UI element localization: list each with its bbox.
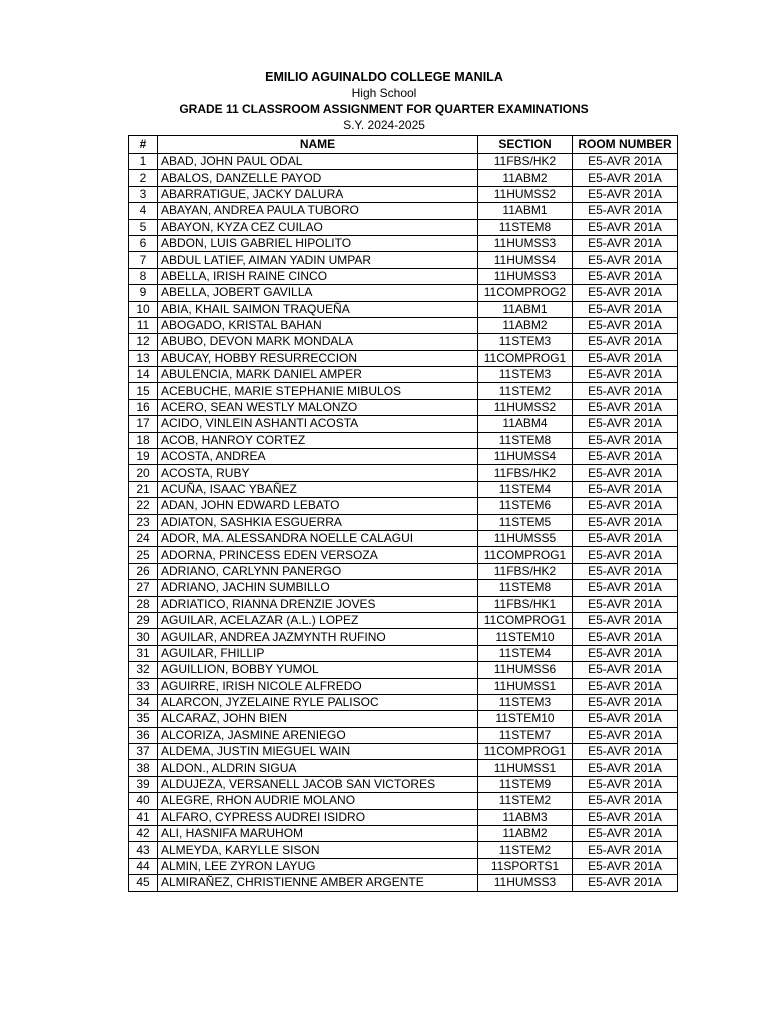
row-number: 42 (129, 826, 158, 842)
room-number: E5-AVR 201A (573, 809, 678, 825)
section: 11COMPROG1 (478, 612, 573, 628)
table-row (129, 514, 678, 530)
student-name: ABUBO, DEVON MARK MONDALA (158, 334, 478, 350)
table-row (129, 678, 678, 694)
section: 11STEM8 (478, 219, 573, 235)
student-name: ACERO, SEAN WESTLY MALONZO (158, 399, 478, 415)
table-row (129, 645, 678, 661)
section: 11SPORTS1 (478, 858, 573, 874)
room-number: E5-AVR 201A (573, 301, 678, 317)
section: 11HUMSS6 (478, 662, 573, 678)
section: 11STEM8 (478, 580, 573, 596)
room-number: E5-AVR 201A (573, 793, 678, 809)
section: 11ABM3 (478, 809, 573, 825)
table-row (129, 481, 678, 497)
student-name: ABOGADO, KRISTAL BAHAN (158, 317, 478, 333)
section: 11STEM8 (478, 432, 573, 448)
table-row (129, 350, 678, 366)
room-number: E5-AVR 201A (573, 432, 678, 448)
table-row (129, 252, 678, 268)
row-number: 36 (129, 727, 158, 743)
section: 11STEM7 (478, 727, 573, 743)
row-number: 6 (129, 235, 158, 251)
room-number: E5-AVR 201A (573, 367, 678, 383)
table-row (129, 170, 678, 186)
room-number: E5-AVR 201A (573, 744, 678, 760)
section: 11STEM4 (478, 645, 573, 661)
row-number: 43 (129, 842, 158, 858)
student-name: ALEGRE, RHON AUDRIE MOLANO (158, 793, 478, 809)
student-name: AGUILAR, ACELAZAR (A.L.) LOPEZ (158, 612, 478, 628)
room-number: E5-AVR 201A (573, 563, 678, 579)
room-number: E5-AVR 201A (573, 776, 678, 792)
room-number: E5-AVR 201A (573, 547, 678, 563)
section: 11COMPROG2 (478, 285, 573, 301)
row-number: 38 (129, 760, 158, 776)
table-row (129, 399, 678, 415)
room-number: E5-AVR 201A (573, 727, 678, 743)
row-number: 8 (129, 268, 158, 284)
student-name: ADORNA, PRINCESS EDEN VERSOZA (158, 547, 478, 563)
table-row (129, 334, 678, 350)
table-row (129, 383, 678, 399)
table-row (129, 154, 678, 170)
student-name: ABUCAY, HOBBY RESURRECCION (158, 350, 478, 366)
school-name: EMILIO AGUINALDO COLLEGE MANILA (265, 70, 503, 84)
student-name: ADRIANO, CARLYNN PANERGO (158, 563, 478, 579)
row-number: 19 (129, 449, 158, 465)
row-number: 15 (129, 383, 158, 399)
table-row (129, 203, 678, 219)
row-number: 34 (129, 694, 158, 710)
section: 11STEM2 (478, 842, 573, 858)
column-header-room: ROOM NUMBER (573, 136, 678, 154)
section: 11STEM3 (478, 694, 573, 710)
room-number: E5-AVR 201A (573, 842, 678, 858)
table-header (129, 136, 678, 154)
room-number: E5-AVR 201A (573, 350, 678, 366)
row-number: 17 (129, 416, 158, 432)
row-number: 20 (129, 465, 158, 481)
section: 11STEM6 (478, 498, 573, 514)
row-number: 45 (129, 875, 158, 891)
room-number: E5-AVR 201A (573, 760, 678, 776)
row-number: 35 (129, 711, 158, 727)
section: 11ABM4 (478, 416, 573, 432)
section: 11STEM5 (478, 514, 573, 530)
section: 11HUMSS5 (478, 530, 573, 546)
table-row (129, 268, 678, 284)
table-row (129, 596, 678, 612)
section: 11HUMSS3 (478, 235, 573, 251)
section: 11STEM2 (478, 383, 573, 399)
student-name: ABDON, LUIS GABRIEL HIPOLITO (158, 235, 478, 251)
table-row (129, 826, 678, 842)
room-number: E5-AVR 201A (573, 530, 678, 546)
table-row (129, 612, 678, 628)
room-number: E5-AVR 201A (573, 711, 678, 727)
section: 11STEM10 (478, 629, 573, 645)
table-row (129, 711, 678, 727)
room-number: E5-AVR 201A (573, 645, 678, 661)
document-header (0, 69, 768, 133)
table-row (129, 547, 678, 563)
room-number: E5-AVR 201A (573, 449, 678, 465)
row-number: 14 (129, 367, 158, 383)
room-number: E5-AVR 201A (573, 186, 678, 202)
room-number: E5-AVR 201A (573, 694, 678, 710)
row-number: 31 (129, 645, 158, 661)
row-number: 7 (129, 252, 158, 268)
column-header-name: NAME (158, 136, 478, 154)
row-number: 16 (129, 399, 158, 415)
row-number: 40 (129, 793, 158, 809)
column-header-section: SECTION (478, 136, 573, 154)
row-number: 5 (129, 219, 158, 235)
row-number: 1 (129, 154, 158, 170)
table-row (129, 694, 678, 710)
table-row (129, 186, 678, 202)
table-row (129, 842, 678, 858)
room-number: E5-AVR 201A (573, 203, 678, 219)
student-name: ABIA, KHAIL SAIMON TRAQUEÑA (158, 301, 478, 317)
row-number: 29 (129, 612, 158, 628)
column-header-number: # (129, 136, 158, 154)
table-row (129, 301, 678, 317)
student-name: ALDEMA, JUSTIN MIEGUEL WAIN (158, 744, 478, 760)
row-number: 10 (129, 301, 158, 317)
student-name: ACOB, HANROY CORTEZ (158, 432, 478, 448)
row-number: 41 (129, 809, 158, 825)
table-row (129, 449, 678, 465)
section: 11FBS/HK2 (478, 465, 573, 481)
room-number: E5-AVR 201A (573, 678, 678, 694)
student-name: AGUILAR, FHILLIP (158, 645, 478, 661)
table-row (129, 662, 678, 678)
table-row (129, 285, 678, 301)
section: 11FBS/HK2 (478, 563, 573, 579)
student-name: ABELLA, JOBERT GAVILLA (158, 285, 478, 301)
row-number: 12 (129, 334, 158, 350)
room-number: E5-AVR 201A (573, 285, 678, 301)
section: 11COMPROG1 (478, 350, 573, 366)
table-row (129, 858, 678, 874)
student-name: ACIDO, VINLEIN ASHANTI ACOSTA (158, 416, 478, 432)
room-number: E5-AVR 201A (573, 481, 678, 497)
student-name: ADOR, MA. ALESSANDRA NOELLE CALAGUI (158, 530, 478, 546)
table-row (129, 530, 678, 546)
table-body (129, 154, 678, 892)
table-row (129, 465, 678, 481)
room-number: E5-AVR 201A (573, 612, 678, 628)
row-number: 24 (129, 530, 158, 546)
row-number: 26 (129, 563, 158, 579)
student-name: ADAN, JOHN EDWARD LEBATO (158, 498, 478, 514)
student-name: ACOSTA, RUBY (158, 465, 478, 481)
section: 11HUMSS2 (478, 186, 573, 202)
section: 11ABM2 (478, 170, 573, 186)
table-row (129, 776, 678, 792)
student-name: ABARRATIGUE, JACKY DALURA (158, 186, 478, 202)
table-row (129, 563, 678, 579)
table-row (129, 727, 678, 743)
section: 11STEM3 (478, 367, 573, 383)
student-name: ALFARO, CYPRESS AUDREI ISIDRO (158, 809, 478, 825)
room-number: E5-AVR 201A (573, 580, 678, 596)
room-number: E5-AVR 201A (573, 383, 678, 399)
section: 11FBS/HK1 (478, 596, 573, 612)
section: 11FBS/HK2 (478, 154, 573, 170)
student-name: ALDUJEZA, VERSANELL JACOB SAN VICTORES (158, 776, 478, 792)
table-row (129, 760, 678, 776)
student-name: ABDUL LATIEF, AIMAN YADIN UMPAR (158, 252, 478, 268)
section: 11COMPROG1 (478, 744, 573, 760)
room-number: E5-AVR 201A (573, 826, 678, 842)
row-number: 33 (129, 678, 158, 694)
room-number: E5-AVR 201A (573, 219, 678, 235)
section: 11STEM9 (478, 776, 573, 792)
room-number: E5-AVR 201A (573, 170, 678, 186)
section: 11ABM2 (478, 317, 573, 333)
room-number: E5-AVR 201A (573, 252, 678, 268)
section: 11HUMSS4 (478, 449, 573, 465)
room-number: E5-AVR 201A (573, 596, 678, 612)
student-name: ABULENCIA, MARK DANIEL AMPER (158, 367, 478, 383)
room-number: E5-AVR 201A (573, 416, 678, 432)
room-number: E5-AVR 201A (573, 465, 678, 481)
table-row (129, 580, 678, 596)
row-number: 44 (129, 858, 158, 874)
table-row (129, 629, 678, 645)
row-number: 32 (129, 662, 158, 678)
student-name: ALDON., ALDRIN SIGUA (158, 760, 478, 776)
table-row (129, 416, 678, 432)
row-number: 27 (129, 580, 158, 596)
school-year: S.Y. 2024-2025 (343, 118, 425, 132)
section: 11STEM10 (478, 711, 573, 727)
table-row (129, 744, 678, 760)
student-name: ACEBUCHE, MARIE STEPHANIE MIBULOS (158, 383, 478, 399)
section: 11HUMSS1 (478, 760, 573, 776)
document-title: GRADE 11 CLASSROOM ASSIGNMENT FOR QUARTER EXAMINATIONS (179, 102, 589, 116)
student-name: ALMIRAÑEZ, CHRISTIENNE AMBER ARGENTE (158, 875, 478, 891)
row-number: 39 (129, 776, 158, 792)
student-name: ABAYON, KYZA CEZ CUILAO (158, 219, 478, 235)
student-name: ACOSTA, ANDREA (158, 449, 478, 465)
row-number: 21 (129, 481, 158, 497)
section: 11HUMSS4 (478, 252, 573, 268)
row-number: 28 (129, 596, 158, 612)
section: 11STEM3 (478, 334, 573, 350)
section: 11HUMSS3 (478, 875, 573, 891)
student-name: ABELLA, IRISH RAINE CINCO (158, 268, 478, 284)
student-name: ALMIN, LEE ZYRON LAYUG (158, 858, 478, 874)
table-row (129, 498, 678, 514)
row-number: 13 (129, 350, 158, 366)
student-name: ALI, HASNIFA MARUHOM (158, 826, 478, 842)
row-number: 23 (129, 514, 158, 530)
room-number: E5-AVR 201A (573, 399, 678, 415)
table-row (129, 432, 678, 448)
row-number: 4 (129, 203, 158, 219)
student-name: ALCORIZA, JASMINE ARENIEGO (158, 727, 478, 743)
room-number: E5-AVR 201A (573, 268, 678, 284)
table-row (129, 809, 678, 825)
room-number: E5-AVR 201A (573, 334, 678, 350)
header-row (129, 136, 678, 154)
room-number: E5-AVR 201A (573, 154, 678, 170)
student-name: AGUILLION, BOBBY YUMOL (158, 662, 478, 678)
row-number: 11 (129, 317, 158, 333)
table-row (129, 235, 678, 251)
row-number: 22 (129, 498, 158, 514)
section: 11HUMSS3 (478, 268, 573, 284)
student-name: ABALOS, DANZELLE PAYOD (158, 170, 478, 186)
table-row (129, 793, 678, 809)
row-number: 2 (129, 170, 158, 186)
student-name: ABAYAN, ANDREA PAULA TUBORO (158, 203, 478, 219)
room-number: E5-AVR 201A (573, 662, 678, 678)
room-number: E5-AVR 201A (573, 875, 678, 891)
section: 11STEM4 (478, 481, 573, 497)
room-number: E5-AVR 201A (573, 235, 678, 251)
classroom-assignment-table (128, 135, 678, 892)
row-number: 9 (129, 285, 158, 301)
row-number: 3 (129, 186, 158, 202)
student-name: ABAD, JOHN PAUL ODAL (158, 154, 478, 170)
row-number: 25 (129, 547, 158, 563)
section: 11STEM2 (478, 793, 573, 809)
row-number: 30 (129, 629, 158, 645)
student-name: ADRIANO, JACHIN SUMBILLO (158, 580, 478, 596)
section: 11HUMSS2 (478, 399, 573, 415)
room-number: E5-AVR 201A (573, 498, 678, 514)
student-name: ALMEYDA, KARYLLE SISON (158, 842, 478, 858)
table-row (129, 317, 678, 333)
table-row (129, 219, 678, 235)
room-number: E5-AVR 201A (573, 514, 678, 530)
row-number: 37 (129, 744, 158, 760)
student-name: ADIATON, SASHKIA ESGUERRA (158, 514, 478, 530)
section: 11ABM1 (478, 203, 573, 219)
student-name: ADRIATICO, RIANNA DRENZIE JOVES (158, 596, 478, 612)
section: 11COMPROG1 (478, 547, 573, 563)
section: 11ABM2 (478, 826, 573, 842)
table-row (129, 875, 678, 891)
student-name: AGUIRRE, IRISH NICOLE ALFREDO (158, 678, 478, 694)
room-number: E5-AVR 201A (573, 317, 678, 333)
room-number: E5-AVR 201A (573, 858, 678, 874)
row-number: 18 (129, 432, 158, 448)
student-name: ACUÑA, ISAAC YBAÑEZ (158, 481, 478, 497)
department-name: High School (351, 86, 417, 100)
room-number: E5-AVR 201A (573, 629, 678, 645)
table-row (129, 367, 678, 383)
student-name: ALCARAZ, JOHN BIEN (158, 711, 478, 727)
student-name: AGUILAR, ANDREA JAZMYNTH RUFINO (158, 629, 478, 645)
section: 11HUMSS1 (478, 678, 573, 694)
section: 11ABM1 (478, 301, 573, 317)
student-name: ALARCON, JYZELAINE RYLE PALISOC (158, 694, 478, 710)
